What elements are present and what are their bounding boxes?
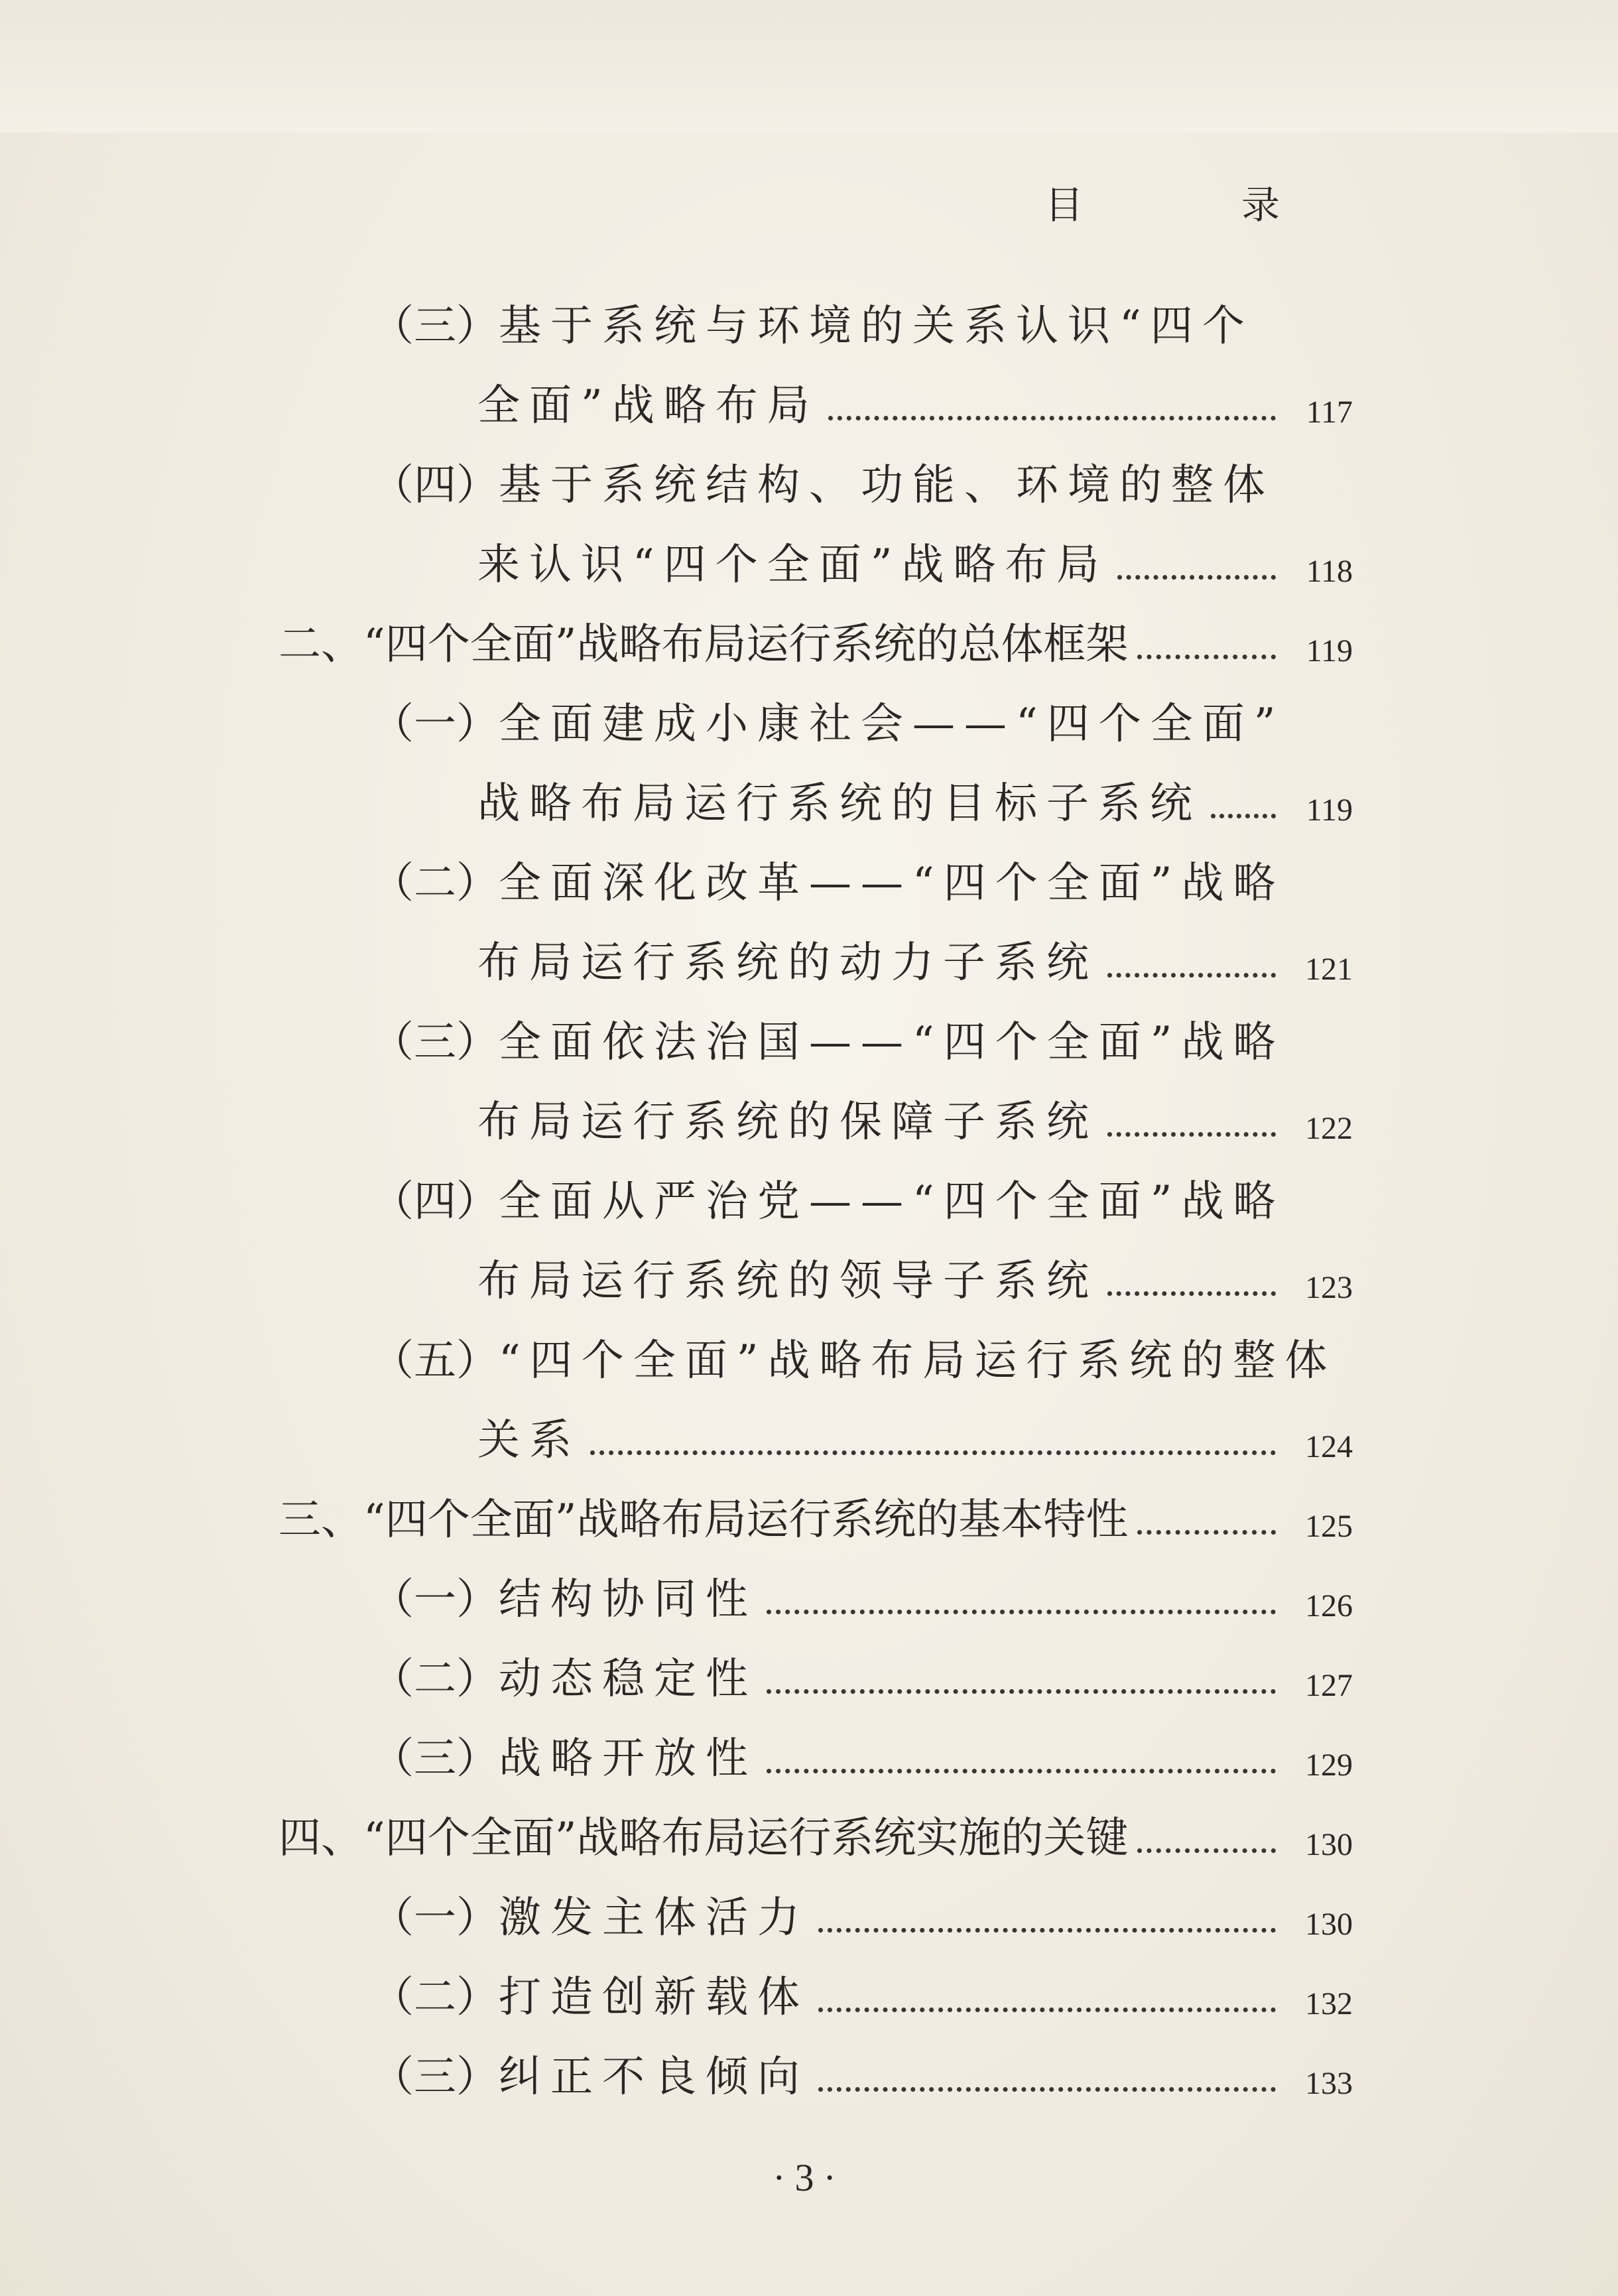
toc-page-number: 119	[1306, 793, 1353, 828]
toc-page-number: 125	[1305, 1509, 1353, 1544]
toc-entry-title: “四个全面”战略布局运行系统的总体框架	[363, 620, 1129, 669]
toc-entry	[371, 300, 1353, 353]
dot-leader	[818, 1928, 1276, 1933]
toc-entry-title: 全面深化改革——“四个全面”战略	[499, 859, 1285, 908]
toc-entry-title: 全面”战略布局	[477, 381, 819, 430]
toc-entry-number: （三）	[371, 302, 499, 351]
toc-entry-title: 来认识“四个全面”战略布局	[477, 541, 1109, 590]
toc-chapter-entry[interactable]	[279, 618, 1353, 671]
toc-page-number: 122	[1305, 1111, 1353, 1146]
dot-leader	[767, 1689, 1276, 1694]
toc-entry[interactable]	[371, 1971, 1353, 2024]
toc-entry-number: （二）	[371, 859, 499, 908]
toc-entry-number: （一）	[371, 700, 499, 749]
toc-entry-title: 激发主体活力	[499, 1893, 809, 1943]
toc-entry-number: （一）	[371, 1893, 499, 1943]
toc-entry-title: 结构协同性	[499, 1575, 757, 1624]
toc-entry-title: 纠正不良倾向	[499, 2053, 809, 2102]
toc-entry	[371, 1175, 1353, 1228]
toc-page-number: 132	[1305, 1986, 1353, 2021]
toc-page-number: 129	[1305, 1748, 1353, 1783]
toc-entry-number: 四、	[279, 1814, 363, 1863]
dot-leader	[1107, 1132, 1276, 1137]
toc-entry[interactable]	[371, 1891, 1353, 1945]
page-folio: ·3·	[773, 2156, 845, 2199]
dot-leader	[590, 1450, 1276, 1455]
scan-top-band	[0, 0, 1618, 133]
toc-entry[interactable]	[371, 1653, 1353, 1706]
toc-chapter-entry[interactable]	[279, 1812, 1353, 1865]
toc-entry[interactable]	[477, 1255, 1353, 1308]
toc-entry-number: （二）	[371, 1973, 499, 2022]
toc-page-number: 123	[1305, 1270, 1353, 1305]
dot-leader	[828, 416, 1276, 420]
toc-page-number: 117	[1306, 395, 1353, 430]
dot-leader	[767, 1610, 1276, 1614]
toc-entry	[371, 459, 1353, 512]
toc-entry-title: 动态稳定性	[499, 1655, 757, 1704]
toc-entry-title: 基于系统与环境的关系认识“四个	[499, 302, 1254, 351]
dot-leader	[1137, 655, 1276, 659]
running-head: 目 录	[1044, 182, 1353, 227]
toc-entry-title: 布局运行系统的领导子系统	[477, 1257, 1098, 1306]
toc-chapter-entry[interactable]	[279, 1494, 1353, 1547]
toc-entry-number: （三）	[371, 1018, 499, 1067]
toc-page-number: 126	[1305, 1588, 1353, 1624]
toc-entry[interactable]	[477, 777, 1353, 830]
toc-entry-title: 布局运行系统的动力子系统	[477, 938, 1098, 988]
dot-leader	[818, 2087, 1276, 2092]
toc-entry[interactable]	[371, 1573, 1353, 1626]
toc-entry	[371, 1334, 1353, 1387]
toc-page-number: 127	[1305, 1668, 1353, 1703]
toc-page-number: 118	[1306, 554, 1353, 589]
toc-entry-number: （三）	[371, 2053, 499, 2102]
toc-entry-title: 全面从严治党——“四个全面”战略	[499, 1177, 1285, 1226]
dot-leader	[1107, 1291, 1276, 1296]
toc-entry[interactable]	[477, 1096, 1353, 1149]
toc-page-number: 119	[1306, 633, 1353, 669]
dot-leader	[1211, 814, 1276, 818]
toc-entry-title: 全面建成小康社会——“四个全面”	[499, 700, 1285, 749]
toc-entry[interactable]	[371, 2051, 1353, 2104]
toc-page-number: 124	[1305, 1429, 1353, 1464]
toc-entry-number: （二）	[371, 1655, 499, 1704]
dot-leader	[767, 1769, 1276, 1773]
toc-entry-number: （四）	[371, 461, 499, 510]
toc-page-number: 130	[1305, 1907, 1353, 1942]
toc-entry	[371, 857, 1353, 910]
dot-leader	[1137, 1530, 1276, 1535]
toc-entry[interactable]	[477, 539, 1353, 592]
toc-entry[interactable]	[371, 1732, 1353, 1785]
toc-entry[interactable]	[477, 1414, 1353, 1467]
toc-page-number: 130	[1305, 1827, 1353, 1862]
toc-entry-title: 战略布局运行系统的目标子系统	[477, 779, 1202, 828]
toc-entry[interactable]	[477, 379, 1353, 432]
toc-entry-title: 打造创新载体	[499, 1973, 809, 2022]
toc-page-number: 121	[1305, 952, 1353, 987]
toc-entry-number: 二、	[279, 620, 363, 669]
dot-leader	[1107, 973, 1276, 978]
toc-entry-number: （四）	[371, 1177, 499, 1226]
toc-entry-number: 三、	[279, 1496, 363, 1545]
toc-entry	[371, 698, 1353, 751]
toc-entry-number: （三）	[371, 1734, 499, 1783]
toc-entry-title: “四个全面”战略布局运行系统实施的关键	[363, 1814, 1129, 1863]
toc-entry-title: 战略开放性	[499, 1734, 757, 1783]
toc-entry-title: “四个全面”战略布局运行系统的基本特性	[363, 1496, 1129, 1545]
toc-entry-title: 布局运行系统的保障子系统	[477, 1098, 1098, 1147]
toc-page-number: 133	[1305, 2066, 1353, 2101]
dot-leader	[1117, 575, 1276, 580]
toc-entry-title: 全面依法治国——“四个全面”战略	[499, 1018, 1285, 1067]
toc-entry[interactable]	[477, 936, 1353, 989]
dot-leader	[818, 2008, 1276, 2012]
toc-entry	[371, 1016, 1353, 1069]
toc-entry-title: 基于系统结构、功能、环境的整体	[499, 461, 1275, 510]
toc-entry-title: “四个全面”战略布局运行系统的整体	[499, 1336, 1337, 1385]
dot-leader	[1137, 1848, 1276, 1853]
toc-entry-title: 关系	[477, 1416, 581, 1465]
toc-entry-number: （一）	[371, 1575, 499, 1624]
toc-entry-number: （五）	[371, 1336, 499, 1385]
